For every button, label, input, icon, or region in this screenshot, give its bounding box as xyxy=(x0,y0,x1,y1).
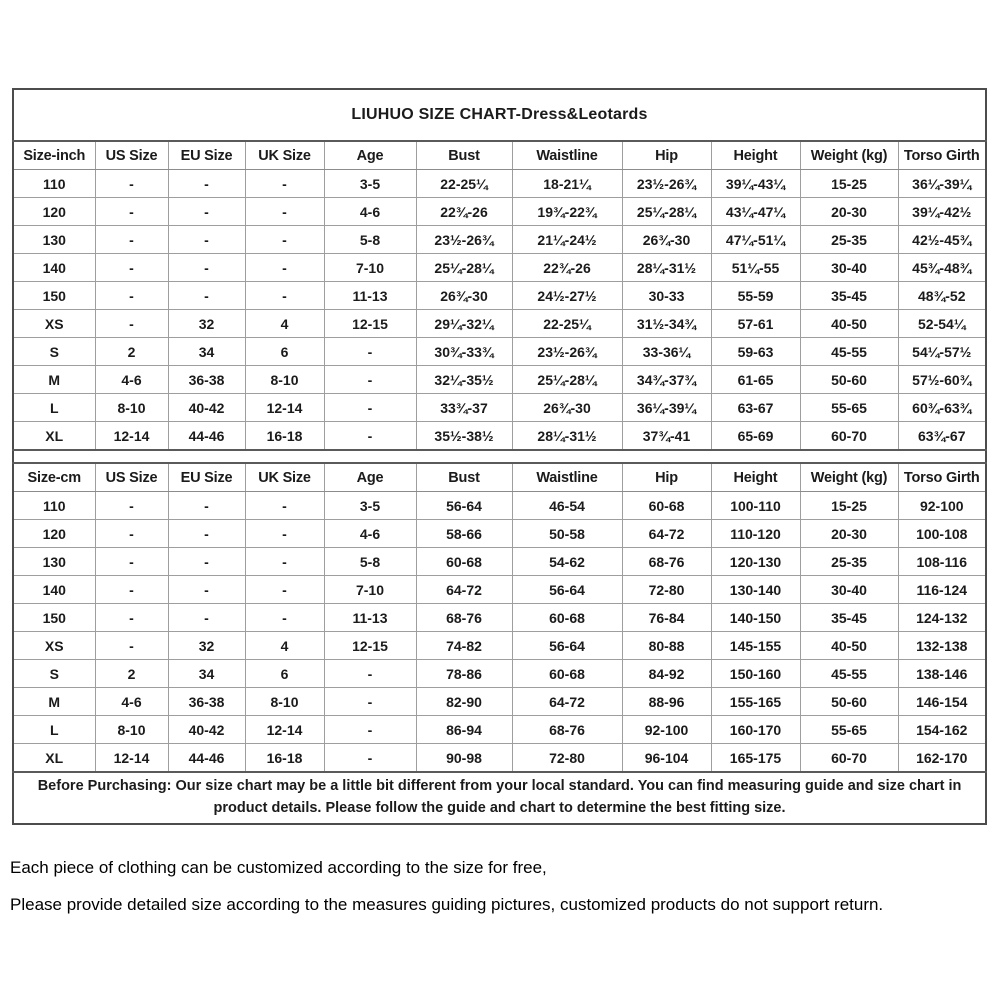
cell: 22¾-26 xyxy=(416,198,512,226)
row-size-label: S xyxy=(13,660,95,688)
cell: 54-62 xyxy=(512,548,622,576)
cell: 7-10 xyxy=(324,254,416,282)
cell: 56-64 xyxy=(512,632,622,660)
cell: - xyxy=(168,604,245,632)
table-row-inch-120 xyxy=(13,198,986,226)
cell: 28¼-31½ xyxy=(622,254,711,282)
cell: 45¾-48¾ xyxy=(898,254,986,282)
cell: 25¼-28¼ xyxy=(416,254,512,282)
cell: - xyxy=(245,282,324,310)
row-size-label: XS xyxy=(13,310,95,338)
column-header-inch-1: US Size xyxy=(95,141,168,170)
cell: 33-36¼ xyxy=(622,338,711,366)
cell: - xyxy=(245,520,324,548)
cell: 60-70 xyxy=(800,744,898,773)
cell: - xyxy=(95,198,168,226)
cell: 12-14 xyxy=(95,744,168,773)
cell: 138-146 xyxy=(898,660,986,688)
cell: 55-65 xyxy=(800,394,898,422)
cell: 12-15 xyxy=(324,310,416,338)
cell: 16-18 xyxy=(245,744,324,773)
cell: 12-14 xyxy=(95,422,168,451)
row-size-label: 130 xyxy=(13,548,95,576)
cell: - xyxy=(245,576,324,604)
cell: 15-25 xyxy=(800,492,898,520)
column-header-cm-6: Waistline xyxy=(512,463,622,492)
row-size-label: 120 xyxy=(13,520,95,548)
cell: - xyxy=(168,226,245,254)
table-row-cm-120 xyxy=(13,520,986,548)
cell: 11-13 xyxy=(324,282,416,310)
cell: - xyxy=(168,170,245,198)
cell: 36¼-39¼ xyxy=(622,394,711,422)
cell: 30¾-33¾ xyxy=(416,338,512,366)
cell: 50-58 xyxy=(512,520,622,548)
table-row-cm-M xyxy=(13,688,986,716)
cell: 74-82 xyxy=(416,632,512,660)
cell: 88-96 xyxy=(622,688,711,716)
cell: 100-108 xyxy=(898,520,986,548)
cell: 2 xyxy=(95,660,168,688)
cell: - xyxy=(168,198,245,226)
cell: 145-155 xyxy=(711,632,800,660)
table-row-cm-S xyxy=(13,660,986,688)
note-row xyxy=(13,772,986,824)
table-row-cm-150 xyxy=(13,604,986,632)
cell: 56-64 xyxy=(416,492,512,520)
cell: 55-59 xyxy=(711,282,800,310)
cell: - xyxy=(245,548,324,576)
cell: 84-92 xyxy=(622,660,711,688)
cell: 160-170 xyxy=(711,716,800,744)
footer-return-policy-line: Please provide detailed size according to the measures guiding pictures, customized products do not support return. xyxy=(10,895,884,914)
cell: 40-42 xyxy=(168,716,245,744)
cell: - xyxy=(95,254,168,282)
cell: 57½-60¾ xyxy=(898,366,986,394)
cell: 57-61 xyxy=(711,310,800,338)
cell: 23½-26¾ xyxy=(416,226,512,254)
cell: 8-10 xyxy=(95,716,168,744)
cell: 44-46 xyxy=(168,744,245,773)
cell: 86-94 xyxy=(416,716,512,744)
cell: 4 xyxy=(245,310,324,338)
column-header-cm-3: UK Size xyxy=(245,463,324,492)
cell: 30-40 xyxy=(800,254,898,282)
cell: 46-54 xyxy=(512,492,622,520)
cell: 23½-26¾ xyxy=(512,338,622,366)
cell: 63-67 xyxy=(711,394,800,422)
cell: - xyxy=(95,170,168,198)
cell: 64-72 xyxy=(416,576,512,604)
cell: 19¾-22¾ xyxy=(512,198,622,226)
cell: 72-80 xyxy=(512,744,622,773)
column-header-inch-2: EU Size xyxy=(168,141,245,170)
size-chart-container xyxy=(12,88,985,825)
cell: - xyxy=(324,660,416,688)
table-row-cm-XL xyxy=(13,744,986,773)
cell: - xyxy=(95,604,168,632)
table-row-inch-140 xyxy=(13,254,986,282)
cell: - xyxy=(168,492,245,520)
cell: 28¼-31½ xyxy=(512,422,622,451)
cell: 100-110 xyxy=(711,492,800,520)
cell: 61-65 xyxy=(711,366,800,394)
row-size-label: XS xyxy=(13,632,95,660)
cell: 96-104 xyxy=(622,744,711,773)
cell: 25-35 xyxy=(800,548,898,576)
cell: 56-64 xyxy=(512,576,622,604)
cell: 4-6 xyxy=(324,520,416,548)
cell: 25¼-28¼ xyxy=(622,198,711,226)
cell: - xyxy=(168,520,245,548)
spacer-cell xyxy=(13,450,986,463)
cell: 52-54¼ xyxy=(898,310,986,338)
cell: 110-120 xyxy=(711,520,800,548)
cell: 2 xyxy=(95,338,168,366)
cell: 140-150 xyxy=(711,604,800,632)
column-header-cm-0: Size-cm xyxy=(13,463,95,492)
page-title: LIUHUO SIZE CHART-Dress&Leotards xyxy=(13,89,986,141)
cell: 132-138 xyxy=(898,632,986,660)
column-header-inch-6: Waistline xyxy=(512,141,622,170)
cell: 29¼-32¼ xyxy=(416,310,512,338)
column-header-inch-8: Height xyxy=(711,141,800,170)
cell: 5-8 xyxy=(324,548,416,576)
column-header-cm-8: Height xyxy=(711,463,800,492)
cell: 47¼-51¼ xyxy=(711,226,800,254)
cell: 44-46 xyxy=(168,422,245,451)
cell: 3-5 xyxy=(324,170,416,198)
table-row-inch-150 xyxy=(13,282,986,310)
table-row-cm-110 xyxy=(13,492,986,520)
cell: 8-10 xyxy=(245,688,324,716)
cell: 124-132 xyxy=(898,604,986,632)
cell: - xyxy=(245,604,324,632)
row-size-label: M xyxy=(13,688,95,716)
table-row-inch-XS xyxy=(13,310,986,338)
cell: 60-70 xyxy=(800,422,898,451)
cell: 34 xyxy=(168,660,245,688)
cell: 60¾-63¾ xyxy=(898,394,986,422)
cell: 34¾-37¾ xyxy=(622,366,711,394)
cell: - xyxy=(95,310,168,338)
table-row-inch-S xyxy=(13,338,986,366)
row-size-label: XL xyxy=(13,744,95,773)
cell: - xyxy=(245,170,324,198)
row-size-label: 110 xyxy=(13,492,95,520)
cell: 150-160 xyxy=(711,660,800,688)
cell: 45-55 xyxy=(800,660,898,688)
cell: 60-68 xyxy=(622,492,711,520)
table-row-inch-130 xyxy=(13,226,986,254)
cell: 155-165 xyxy=(711,688,800,716)
cell: 20-30 xyxy=(800,198,898,226)
cell: 7-10 xyxy=(324,576,416,604)
cell: 6 xyxy=(245,338,324,366)
row-size-label: 140 xyxy=(13,254,95,282)
cell: 3-5 xyxy=(324,492,416,520)
table-row-cm-130 xyxy=(13,548,986,576)
cell: 55-65 xyxy=(800,716,898,744)
cell: 80-88 xyxy=(622,632,711,660)
cell: 90-98 xyxy=(416,744,512,773)
cell: 8-10 xyxy=(245,366,324,394)
cell: 92-100 xyxy=(622,716,711,744)
row-size-label: 150 xyxy=(13,604,95,632)
cell: 33¾-37 xyxy=(416,394,512,422)
cell: 30-33 xyxy=(622,282,711,310)
cell: 165-175 xyxy=(711,744,800,773)
cell: 60-68 xyxy=(512,660,622,688)
row-size-label: XL xyxy=(13,422,95,451)
cell: 12-14 xyxy=(245,394,324,422)
cell: - xyxy=(245,198,324,226)
column-header-cm-7: Hip xyxy=(622,463,711,492)
cell: - xyxy=(245,492,324,520)
cell: 64-72 xyxy=(512,688,622,716)
cell: 22-25¼ xyxy=(512,310,622,338)
cell: 18-21¼ xyxy=(512,170,622,198)
cell: 4-6 xyxy=(324,198,416,226)
cell: - xyxy=(95,548,168,576)
table-row-inch-XL xyxy=(13,422,986,451)
row-size-label: L xyxy=(13,716,95,744)
cell: 37¾-41 xyxy=(622,422,711,451)
header-row-inch xyxy=(13,141,986,170)
cell: 21¼-24½ xyxy=(512,226,622,254)
section-spacer xyxy=(13,450,986,463)
table-row-inch-L xyxy=(13,394,986,422)
cell: - xyxy=(245,226,324,254)
cell: 68-76 xyxy=(416,604,512,632)
cell: - xyxy=(324,422,416,451)
row-size-label: S xyxy=(13,338,95,366)
cell: 42½-45¾ xyxy=(898,226,986,254)
cell: - xyxy=(95,226,168,254)
cell: 36-38 xyxy=(168,366,245,394)
cell: - xyxy=(168,548,245,576)
column-header-cm-2: EU Size xyxy=(168,463,245,492)
cell: - xyxy=(95,520,168,548)
column-header-inch-5: Bust xyxy=(416,141,512,170)
cell: 92-100 xyxy=(898,492,986,520)
cell: 32 xyxy=(168,310,245,338)
column-header-inch-0: Size-inch xyxy=(13,141,95,170)
cell: 116-124 xyxy=(898,576,986,604)
column-header-cm-4: Age xyxy=(324,463,416,492)
column-header-inch-3: UK Size xyxy=(245,141,324,170)
cell: - xyxy=(324,366,416,394)
title-row xyxy=(13,89,986,141)
cell: - xyxy=(95,632,168,660)
row-size-label: 110 xyxy=(13,170,95,198)
cell: 32¼-35½ xyxy=(416,366,512,394)
cell: 36¼-39¼ xyxy=(898,170,986,198)
cell: 26¾-30 xyxy=(512,394,622,422)
cell: 35½-38½ xyxy=(416,422,512,451)
cell: 23½-26¾ xyxy=(622,170,711,198)
cell: 43¼-47¼ xyxy=(711,198,800,226)
column-header-inch-7: Hip xyxy=(622,141,711,170)
cell: 60-68 xyxy=(416,548,512,576)
cell: - xyxy=(95,282,168,310)
cell: 63¾-67 xyxy=(898,422,986,451)
cell: 25-35 xyxy=(800,226,898,254)
cell: 108-116 xyxy=(898,548,986,576)
cell: - xyxy=(168,254,245,282)
cell: - xyxy=(168,282,245,310)
cell: - xyxy=(95,576,168,604)
cell: 4-6 xyxy=(95,366,168,394)
table-row-cm-L xyxy=(13,716,986,744)
cell: 82-90 xyxy=(416,688,512,716)
table-row-cm-XS xyxy=(13,632,986,660)
table-body xyxy=(13,89,986,824)
cell: 20-30 xyxy=(800,520,898,548)
row-size-label: L xyxy=(13,394,95,422)
row-size-label: 140 xyxy=(13,576,95,604)
cell: 26¾-30 xyxy=(416,282,512,310)
cell: - xyxy=(168,576,245,604)
cell: 64-72 xyxy=(622,520,711,548)
cell: 68-76 xyxy=(512,716,622,744)
column-header-inch-9: Weight (kg) xyxy=(800,141,898,170)
cell: 5-8 xyxy=(324,226,416,254)
cell: 65-69 xyxy=(711,422,800,451)
cell: 15-25 xyxy=(800,170,898,198)
cell: 58-66 xyxy=(416,520,512,548)
cell: 40-50 xyxy=(800,632,898,660)
cell: 34 xyxy=(168,338,245,366)
cell: - xyxy=(324,744,416,773)
cell: 76-84 xyxy=(622,604,711,632)
row-size-label: 130 xyxy=(13,226,95,254)
cell: 12-14 xyxy=(245,716,324,744)
table-row-inch-110 xyxy=(13,170,986,198)
cell: 130-140 xyxy=(711,576,800,604)
cell: - xyxy=(324,338,416,366)
cell: 45-55 xyxy=(800,338,898,366)
cell: 50-60 xyxy=(800,366,898,394)
column-header-cm-5: Bust xyxy=(416,463,512,492)
cell: - xyxy=(324,688,416,716)
cell: - xyxy=(245,254,324,282)
cell: 4 xyxy=(245,632,324,660)
cell: 32 xyxy=(168,632,245,660)
cell: 50-60 xyxy=(800,688,898,716)
column-header-cm-1: US Size xyxy=(95,463,168,492)
cell: - xyxy=(324,394,416,422)
cell: 30-40 xyxy=(800,576,898,604)
cell: - xyxy=(324,716,416,744)
row-size-label: M xyxy=(13,366,95,394)
column-header-inch-4: Age xyxy=(324,141,416,170)
cell: 59-63 xyxy=(711,338,800,366)
cell: 8-10 xyxy=(95,394,168,422)
row-size-label: 120 xyxy=(13,198,95,226)
row-size-label: 150 xyxy=(13,282,95,310)
cell: 39¼-42½ xyxy=(898,198,986,226)
cell: 40-42 xyxy=(168,394,245,422)
cell: 40-50 xyxy=(800,310,898,338)
cell: 72-80 xyxy=(622,576,711,604)
table-row-inch-M xyxy=(13,366,986,394)
cell: 25¼-28¼ xyxy=(512,366,622,394)
cell: 146-154 xyxy=(898,688,986,716)
footer-customization-line: Each piece of clothing can be customized according to the size for free, xyxy=(10,858,547,877)
cell: 162-170 xyxy=(898,744,986,773)
cell: 154-162 xyxy=(898,716,986,744)
cell: 24½-27½ xyxy=(512,282,622,310)
cell: 39¼-43¼ xyxy=(711,170,800,198)
cell: 31½-34¾ xyxy=(622,310,711,338)
cell: 78-86 xyxy=(416,660,512,688)
cell: 22¾-26 xyxy=(512,254,622,282)
column-header-cm-10: Torso Girth xyxy=(898,463,986,492)
cell: 68-76 xyxy=(622,548,711,576)
column-header-cm-9: Weight (kg) xyxy=(800,463,898,492)
cell: - xyxy=(95,492,168,520)
cell: 26¾-30 xyxy=(622,226,711,254)
cell: 16-18 xyxy=(245,422,324,451)
header-row-cm xyxy=(13,463,986,492)
cell: 60-68 xyxy=(512,604,622,632)
cell: 48¾-52 xyxy=(898,282,986,310)
cell: 36-38 xyxy=(168,688,245,716)
cell: 120-130 xyxy=(711,548,800,576)
cell: 22-25¼ xyxy=(416,170,512,198)
cell: 54¼-57½ xyxy=(898,338,986,366)
column-header-inch-10: Torso Girth xyxy=(898,141,986,170)
purchase-note: Before Purchasing: Our size chart may be a little bit different from your local standard. You can find measuring guide and size chart in product details. Please follow the guide and chart to determine the best fitting size. xyxy=(13,772,986,824)
cell: 51¼-55 xyxy=(711,254,800,282)
cell: 11-13 xyxy=(324,604,416,632)
cell: 6 xyxy=(245,660,324,688)
cell: 35-45 xyxy=(800,604,898,632)
cell: 35-45 xyxy=(800,282,898,310)
cell: 12-15 xyxy=(324,632,416,660)
table-row-cm-140 xyxy=(13,576,986,604)
cell: 4-6 xyxy=(95,688,168,716)
size-chart-table xyxy=(12,88,987,825)
